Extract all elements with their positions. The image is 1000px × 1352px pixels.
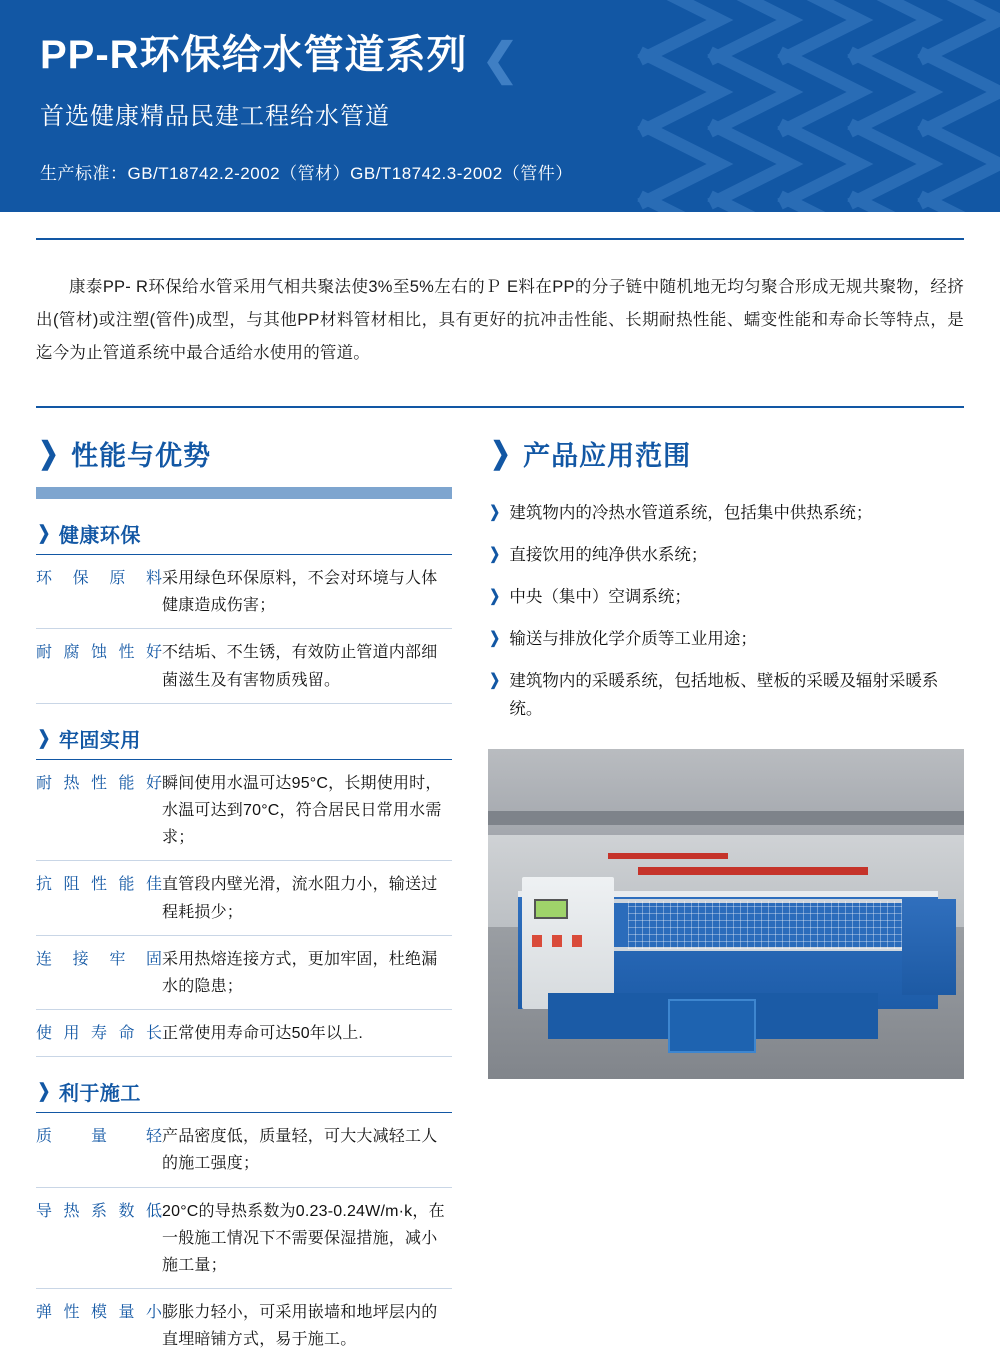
- feature-value: 膨胀力轻小，可采用嵌墙和地坪层内的直埋暗铺方式，易于施工。: [162, 1304, 438, 1349]
- page-header: [0, 0, 1000, 212]
- feature-row: [36, 1113, 452, 1187]
- feature-key: 环 保 原 料: [36, 570, 162, 587]
- subsection-construction-heading: [36, 1077, 452, 1113]
- feature-value: 正常使用寿命可达50年以上.: [162, 1025, 364, 1043]
- feature-value: 采用热熔连接方式，更加牢固，杜绝漏水的隐患；: [162, 950, 438, 995]
- feature-key: 耐 热 性 能 好: [36, 774, 162, 792]
- list-item: [488, 583, 964, 611]
- photo-pipe-upper: [608, 853, 728, 859]
- photo-control-buttons: [532, 935, 592, 947]
- section-underline-bar: [36, 487, 452, 499]
- list-item-label: 输送与排放化学介质等工业用途；: [509, 630, 757, 649]
- feature-key: 导 热 系 数 低: [36, 1202, 162, 1220]
- subsection-title: 利于施工: [58, 1083, 141, 1106]
- list-item-label: 建筑物内的采暖系统，包括地板、壁板的采暖及辐射采暖系统。: [509, 672, 939, 719]
- chevron-left-icon: ❮: [481, 35, 519, 84]
- intro-paragraph: 康泰PP- R环保给水管采用气相共聚法使3%至5%左右的Ｐ E料在PP的分子链中随机地无均匀聚合形成无规共聚物，经挤出(管材)或注塑(管件)成型，与其他PP材料管材相比，具有更好的抗冲击性能、长期耐热性能、蠕变性能和寿命长等特点，是迄今为止管道系统中最合适给水使用的管道。: [36, 277, 964, 362]
- feature-value: 20°C的导热系数为0.23-0.24W/m·k，在一般施工情况下不需要保湿措施，减小施工量；: [162, 1202, 445, 1274]
- feature-value: 产品密度低，质量轻，可大大减轻工人的施工强度；: [162, 1128, 438, 1173]
- feature-value: 瞬间使用水温可达95°C，长期使用时，水温可达到70°C，符合居民日常用水需求；: [162, 774, 442, 847]
- application-list: [488, 499, 964, 723]
- intro-block: [36, 238, 964, 408]
- feature-row: [36, 1010, 452, 1057]
- chevron-right-icon: ❯: [38, 436, 59, 470]
- chevron-right-icon: ❯: [489, 630, 501, 648]
- feature-row: [36, 760, 452, 862]
- feature-value: 采用绿色环保原料，不会对环境与人体健康造成伤害；: [162, 570, 438, 615]
- photo-pipe: [638, 867, 868, 875]
- list-item: [488, 499, 964, 527]
- chevron-right-icon: ❯: [490, 436, 511, 470]
- chevron-right-icon: ❯: [489, 588, 501, 606]
- feature-value: 不结垢、不生锈，有效防止管道内部细菌滋生及有害物质残留。: [162, 644, 438, 689]
- performance-section-heading: [36, 434, 452, 473]
- feature-key: 使 用 寿 命 长: [36, 1025, 162, 1043]
- performance-section-title: 性能与优势: [71, 441, 212, 471]
- list-item: [488, 667, 964, 723]
- photo-basket: [668, 999, 756, 1053]
- feature-row: [36, 1188, 452, 1290]
- applications-section-title: 产品应用范围: [523, 441, 692, 471]
- production-standard-text: 生产标准：GB/T18742.2-2002（管材）GB/T18742.3-2002（管件）: [40, 164, 573, 183]
- photo-control-screen: [534, 899, 568, 919]
- chevron-right-icon: ❯: [489, 546, 501, 564]
- subsection-durability-heading: [36, 724, 452, 760]
- header-content: [0, 0, 1000, 184]
- subsection-durability: [36, 724, 452, 1058]
- photo-beam: [488, 811, 964, 825]
- subsection-health-heading: [36, 519, 452, 555]
- feature-key: 弹 性 模 量 小: [36, 1304, 162, 1322]
- feature-value: 直管段内壁光滑，流水阻力小，输送过程耗损少；: [162, 876, 438, 921]
- photo-machine-mesh: [628, 901, 913, 949]
- chevron-right-icon: ❯: [37, 1081, 51, 1103]
- column-applications: [488, 434, 964, 1352]
- applications-section-heading: [488, 434, 964, 473]
- chevron-right-icon: ❯: [37, 523, 51, 544]
- column-performance: [36, 434, 452, 1352]
- feature-row: [36, 861, 452, 935]
- page-subtitle: 首选健康精品民建工程给水管道: [40, 103, 390, 130]
- subsection-title: 健康环保: [58, 525, 141, 547]
- feature-row: [36, 629, 452, 703]
- production-line-photo: [488, 749, 964, 1079]
- list-item-label: 中央（集中）空调系统；: [509, 588, 691, 607]
- feature-key: 质 量 轻: [36, 1128, 162, 1146]
- feature-row: [36, 1289, 452, 1352]
- subsection-title: 牢固实用: [58, 729, 141, 752]
- page-title: PP-R环保给水管道系列: [40, 33, 468, 77]
- feature-key: 连 接 牢 固: [36, 950, 162, 968]
- subsection-construction: [36, 1077, 452, 1352]
- chevron-right-icon: ❯: [37, 727, 51, 749]
- list-item-label: 建筑物内的冷热水管道系统，包括集中供热系统；: [509, 504, 873, 522]
- title-row: [40, 34, 1000, 82]
- feature-key: 耐 腐 蚀 性 好: [36, 644, 162, 662]
- content-columns: [36, 434, 964, 1352]
- feature-row: [36, 936, 452, 1010]
- list-item: [488, 541, 964, 569]
- chevron-right-icon: ❯: [489, 504, 501, 521]
- subsection-health: [36, 519, 452, 704]
- photo-right-machine: [902, 899, 956, 995]
- list-item-label: 直接饮用的纯净供水系统；: [509, 546, 708, 565]
- list-item: [488, 625, 964, 653]
- feature-key: 抗 阻 性 能 佳: [36, 876, 162, 894]
- chevron-right-icon: ❯: [489, 672, 501, 690]
- feature-row: [36, 555, 452, 629]
